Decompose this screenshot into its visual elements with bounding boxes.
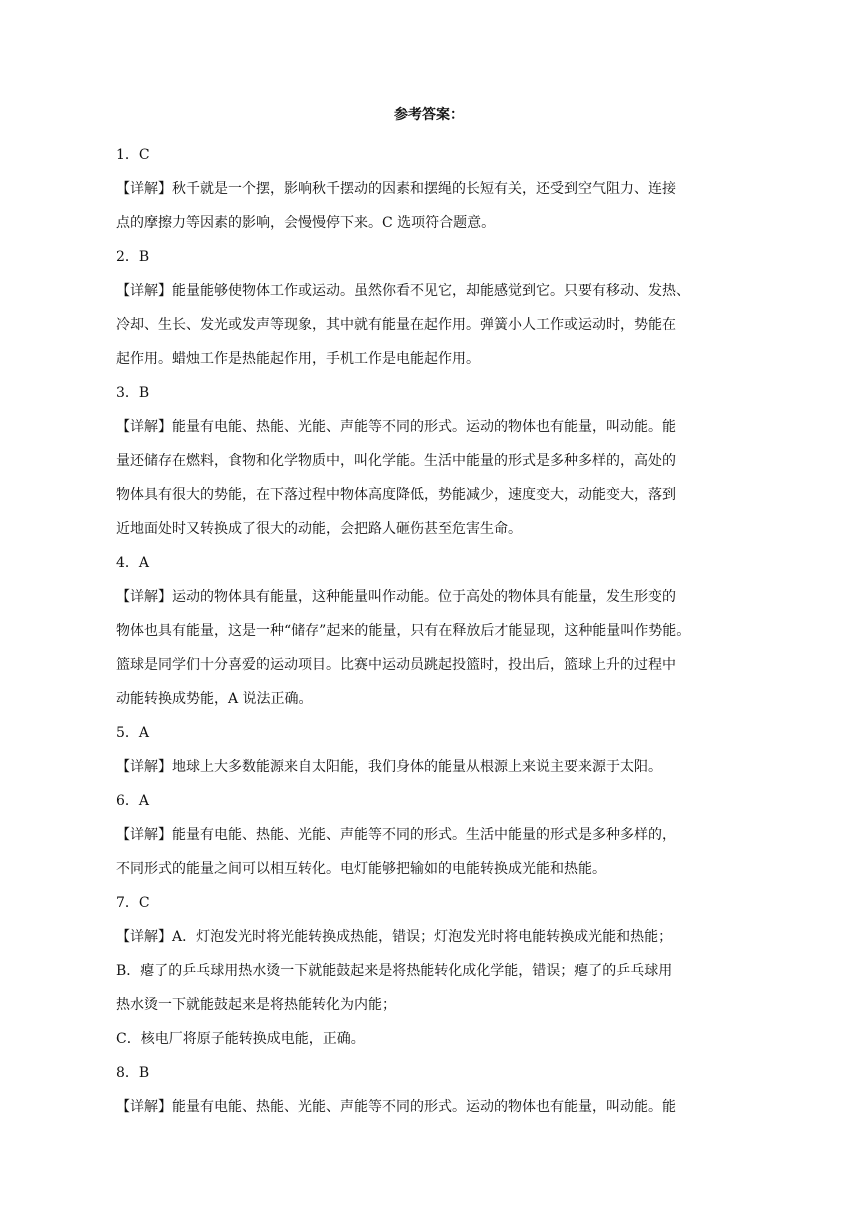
explanation-line: 【详解】能量有电能、热能、光能、声能等不同的形式。运动的物体也有能量，叫动能。能 (116, 419, 676, 435)
answer-number: 7．C (116, 895, 150, 911)
explanation-line: 【详解】地球上大多数能源来自太阳能，我们身体的能量从根源上来说主要来源于太阳。 (116, 759, 662, 775)
explanation-line: 【详解】能量能够使物体工作或运动。虽然你看不见它，却能感觉到它。只要有移动、发热、 (116, 283, 690, 299)
explanation-line: 不同形式的能量之间可以相互转化。电灯能够把输如的电能转换成光能和热能。 (116, 861, 606, 877)
explanation-line: 篮球是同学们十分喜爱的运动项目。比赛中运动员跳起投篮时，投出后，篮球上升的过程中 (116, 657, 676, 673)
answer-key-page (116, 104, 742, 1124)
answer-number: 2．B (116, 249, 150, 265)
explanation-line: 【详解】能量有电能、热能、光能、声能等不同的形式。运动的物体也有能量，叫动能。能 (116, 1099, 676, 1115)
answer-number: 1．C (116, 147, 150, 163)
answer-number: 4．A (116, 555, 150, 571)
explanation-line: 【详解】能量有电能、热能、光能、声能等不同的形式。生活中能量的形式是多种多样的， (116, 827, 676, 843)
answer-number: 5．A (116, 725, 150, 741)
answer-number: 3．B (116, 385, 150, 401)
explanation-line: 点的摩擦力等因素的影响，会慢慢停下来。C 选项符合题意。 (116, 215, 496, 231)
explanation-line: 物体具有很大的势能，在下落过程中物体高度降低，势能减少，速度变大，动能变大，落到 (116, 487, 676, 503)
explanation-line: B．瘪了的乒乓球用热水烫一下就能鼓起来是将热能转化成化学能，错误；瘪了的乒乓球用 (116, 963, 673, 979)
explanation-line: 量还储存在燃料，食物和化学物质中，叫化学能。生活中能量的形式是多种多样的，高处的 (116, 453, 676, 469)
explanation-line: 起作用。蜡烛工作是热能起作用，手机工作是电能起作用。 (116, 351, 480, 367)
answer-body (116, 138, 742, 1124)
explanation-line: C．核电厂将原子能转换成电能，正确。 (116, 1031, 365, 1047)
page-title: 参考答案： (394, 107, 464, 123)
explanation-line: 【详解】运动的物体具有能量，这种能量叫作动能。位于高处的物体具有能量，发生形变的 (116, 589, 676, 605)
explanation-line: 【详解】秋千就是一个摆，影响秋千摆动的因素和摆绳的长短有关，还受到空气阻力、连接 (116, 181, 676, 197)
explanation-line: 近地面处时又转换成了很大的动能，会把路人砸伤甚至危害生命。 (116, 521, 522, 537)
explanation-line: 热水烫一下就能鼓起来是将热能转化为内能； (116, 997, 396, 1013)
explanation-line: 【详解】A．灯泡发光时将光能转换成热能，错误；灯泡发光时将电能转换成光能和热能； (116, 929, 673, 945)
answer-number: 6．A (116, 793, 150, 809)
answer-number: 8．B (116, 1065, 150, 1081)
explanation-line: 冷却、生长、发光或发声等现象，其中就有能量在起作用。弹簧小人工作或运动时，势能在 (116, 317, 676, 333)
explanation-line: 动能转换成势能，A 说法正确。 (116, 691, 313, 707)
explanation-line: 物体也具有能量，这是一种“储存”起来的能量，只有在释放后才能显现，这种能量叫作势能。 (116, 623, 691, 639)
